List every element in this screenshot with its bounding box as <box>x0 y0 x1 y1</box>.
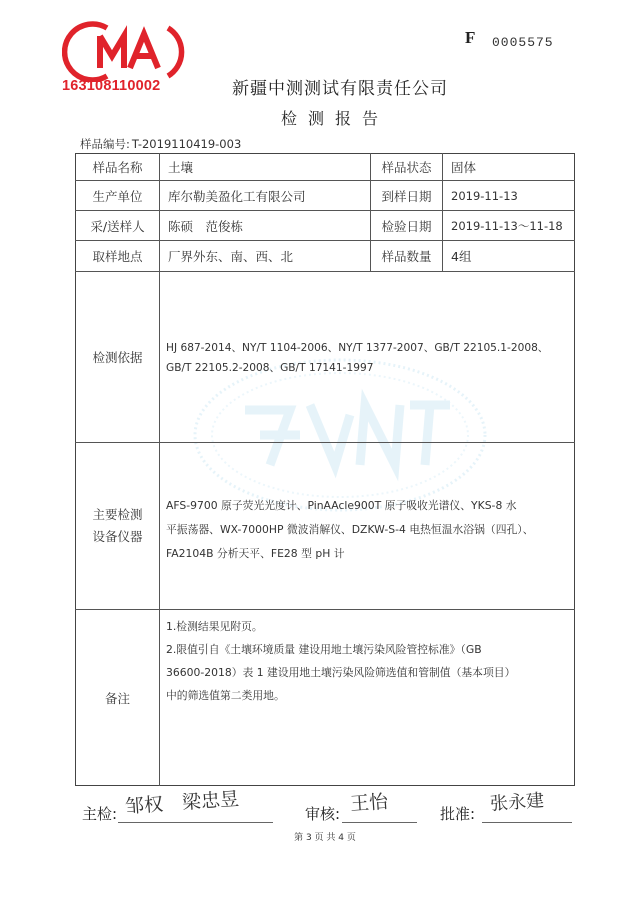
test-basis-line: HJ 687-2014、NY/T 1104-2006、NY/T 1377-2007、GB/T 22105.1-2008、 <box>166 342 549 354</box>
value-sampler: 陈硕 范俊栋 <box>168 218 244 234</box>
page-info: 第 3 页 共 4 页 <box>294 833 356 843</box>
approver-signature: 张永建 <box>489 790 545 815</box>
remark-line: 2.限值引自《土壤环境质量 建设用地土壤污染风险管控标准》（GB <box>166 643 482 656</box>
test-basis-line: GB/T 22105.2-2008、GB/T 17141-1997 <box>166 362 374 374</box>
inspector-signature: 邹权 梁忠昱 <box>124 788 240 818</box>
equipment-line: 平振荡器、WX-7000HP 微波消解仪、DZKW-S-4 电热恒温水浴锅（四孔）、 <box>166 523 534 536</box>
reviewer-signature-line <box>342 822 417 823</box>
label-equipment <box>76 443 159 609</box>
value-sample-state: 固体 <box>451 159 477 175</box>
approver-label: 批准: <box>440 805 476 823</box>
label-equipment-line2: 设备仪器 <box>92 529 143 544</box>
inspector-label: 主检: <box>82 805 118 823</box>
sample-number <box>80 136 241 152</box>
label-sample-name: 样品名称 <box>92 159 143 175</box>
value-arrival-date: 2019-11-13 <box>451 188 518 203</box>
report-number-prefix: F <box>465 28 476 47</box>
sample-number-value: T-2019110419-003 <box>131 137 242 151</box>
report-number: 0005575 <box>492 35 554 50</box>
remark-line: 1.检测结果见附页。 <box>166 620 263 633</box>
label-remarks: 备注 <box>104 690 130 706</box>
equipment-text <box>166 494 571 566</box>
inspector-signature-line <box>118 822 273 823</box>
label-sampling-location: 取样地点 <box>92 249 143 264</box>
value-sample-name: 土壤 <box>168 159 194 175</box>
reviewer-label: 审核: <box>305 805 341 823</box>
sample-number-label: 样品编号: <box>80 137 130 151</box>
value-producer: 库尔勒美盈化工有限公司 <box>168 188 306 204</box>
approver-signature-line <box>482 822 572 823</box>
label-test-basis: 检测依据 <box>92 350 143 365</box>
label-sampler: 采/送样人 <box>90 218 145 234</box>
value-sampling-location: 厂界外东、南、西、北 <box>168 249 294 264</box>
report-title: 检测报告 <box>280 109 389 128</box>
test-basis-text <box>166 338 571 378</box>
label-test-date: 检验日期 <box>381 218 432 234</box>
label-producer: 生产单位 <box>92 188 143 204</box>
cma-certificate-number: 163108110002 <box>62 78 161 94</box>
reviewer-signature: 王怡 <box>349 790 389 816</box>
label-sample-quantity: 样品数量 <box>381 249 432 264</box>
remark-line: 中的筛选值第二类用地。 <box>166 689 285 702</box>
label-sample-state: 样品状态 <box>381 159 432 175</box>
equipment-line: FA2104B 分析天平、FE28 型 pH 计 <box>166 547 345 560</box>
value-test-date: 2019-11-13～11-18 <box>451 218 563 233</box>
cma-logo <box>62 20 197 82</box>
value-sample-quantity: 4组 <box>451 249 472 264</box>
equipment-line: AFS-9700 原子荧光光度计、PinAAcle900T 原子吸收光谱仪、YKS-8 水 <box>166 499 517 512</box>
label-arrival-date: 到样日期 <box>381 188 432 204</box>
label-equipment-line1: 主要检测 <box>92 507 143 522</box>
remark-line: 36600-2018）表 1 建设用地土壤污染风险筛选值和管制值（基本项目） <box>166 666 516 679</box>
company-name: 新疆中测测试有限责任公司 <box>232 79 448 99</box>
